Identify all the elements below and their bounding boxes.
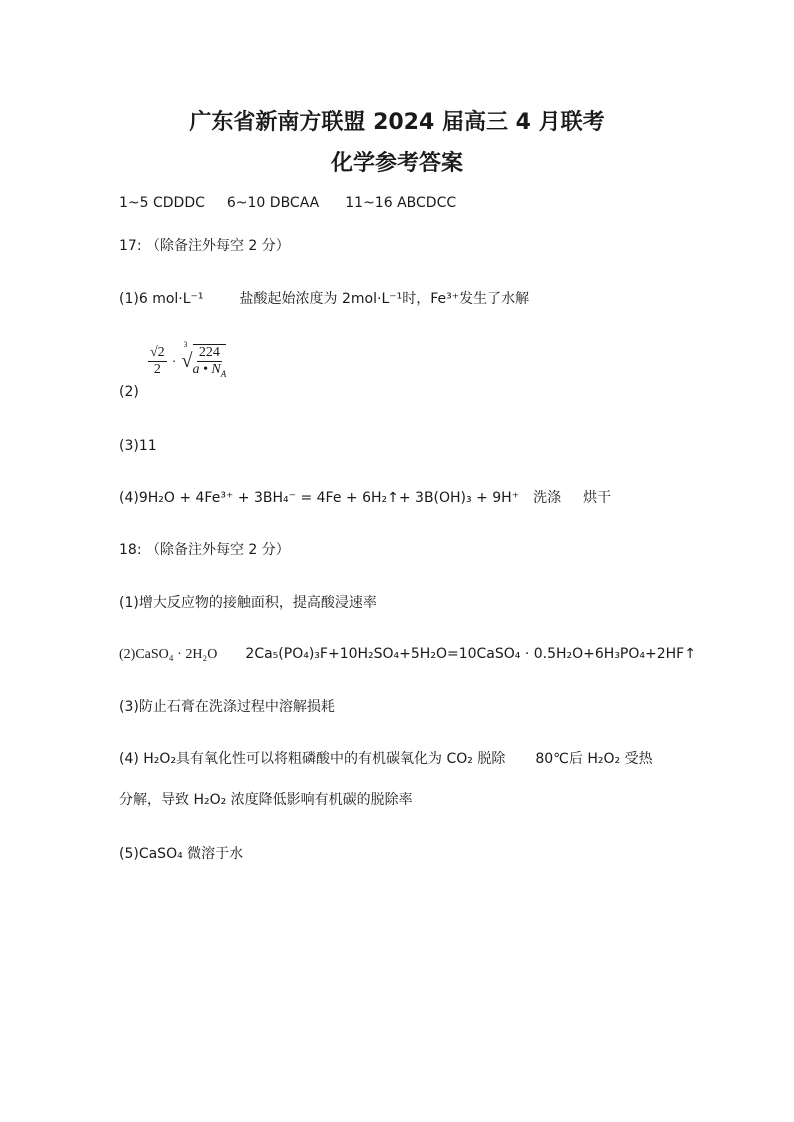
q17-part3: (3)11 [119,438,157,454]
q17-p2-formula [148,340,227,379]
radicand-numerator: 224 [198,345,220,360]
page-title: 广东省新南方联盟 2024 届高三 4 月联考 [189,110,605,135]
coef-denominator: 2 [153,361,161,377]
q17-part4 [119,488,611,508]
q18-part2 [119,644,696,665]
root-index: 3 [183,340,188,349]
choice-11-16: 11~16 ABCDCC [345,195,457,211]
q18-part5: (5)CaSO₄ 微溶于水 [119,846,244,862]
q18-p4-text: (4) H₂O₂具有氧化性可以将粗磷酸中的有机碳氧化为 CO₂ 脱除 [119,751,506,767]
coefficient-fraction [148,345,167,378]
multiply-dot: · [171,354,177,370]
q18-part4-cont: 分解，导致 H₂O₂ 浓度降低影响有机碳的脱除率 [119,792,413,808]
q17-p2-label: (2) [119,384,139,400]
coef-numerator: √2 [150,344,165,360]
q18-p4-temperature: 80℃后 H₂O₂ 受热 [535,751,653,767]
q17-p4-wash: 洗涤 [533,490,562,506]
q18-part1: (1)增大反应物的接触面积，提高酸浸速率 [119,595,377,611]
choice-1-5: 1~5 CDDDC [119,195,205,211]
q17-p4-dry: 烘干 [583,490,612,506]
q18-part3: (3)防止石膏在洗涤过程中溶解损耗 [119,699,335,715]
q18-part4 [119,749,653,769]
q17-p4-equation: (4)9H₂O + 4Fe³⁺ + 3BH₄⁻ = 4Fe + 6H₂↑+ 3B(OH)₃ + 9H⁺ [119,490,520,506]
radicand-denominator: a • $N_A$ [192,362,227,379]
choice-6-10: 6~10 DBCAA [226,195,320,211]
choice-answers [119,193,456,213]
q17-p1-label: (1)6 mol·L⁻¹ [119,291,204,307]
radicand-fraction [193,344,227,379]
cube-root [181,340,227,379]
q18-p2-gypsum: (2)CaSO₄ · 2H₂O [119,647,218,662]
q17-part1 [119,289,529,309]
q17-p1-text: 盐酸起始浓度为 2mol·L⁻¹时，Fe³⁺发生了水解 [239,291,530,307]
page-subtitle: 化学参考答案 [330,151,463,176]
q18-heading: 18: （除备注外每空 2 分） [119,542,290,558]
q17-heading: 17: （除备注外每空 2 分） [119,238,290,254]
q18-p2-equation: 2Ca₅(PO₄)₃F+10H₂SO₄+5H₂O=10CaSO₄ · 0.5H₂O+6H₃PO₄+2HF↑ [245,646,696,662]
radical-sign-icon: √ [181,349,193,372]
